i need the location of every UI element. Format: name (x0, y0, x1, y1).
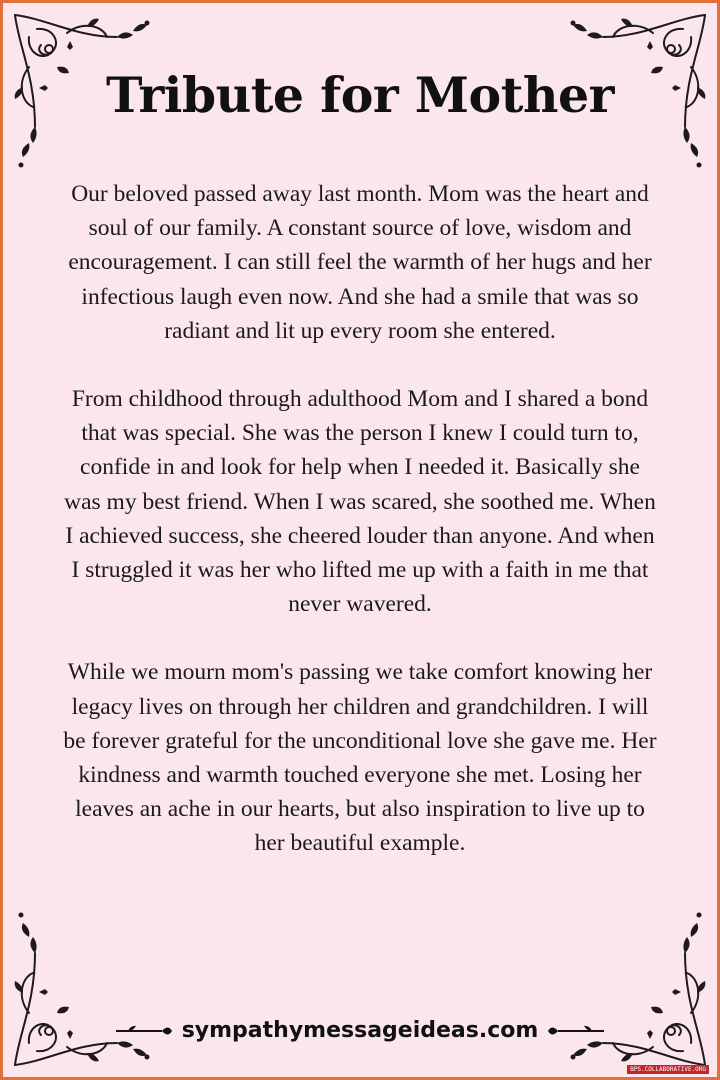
footer (3, 1018, 717, 1043)
watermark-stamp: BPS.COLLABORATIVE.ORG (627, 1065, 709, 1074)
paragraph: From childhood through adulthood Mom and I shared a bond that was special. She was the person I knew I could turn to, confide in and look for help when I needed it. Basically she was my best friend. When I was scared, she soothed me. When I achieved success, she cheered louder than anyone. And when I struggled it was her who lifted me up with a faith in me that never wavered. (64, 386, 656, 618)
floral-corner-icon (563, 903, 713, 1073)
page-title: Tribute for Mother (106, 66, 614, 124)
leaf-divider-icon (114, 1022, 174, 1040)
tribute-body (59, 177, 661, 895)
paragraph: While we mourn mom's passing we take comfort knowing her legacy lives on through her children and grandchildren. I will be forever grateful for the unconditional love she gave me. Her kindness and warmth touched everyone she met. Losing her leaves an ache in our hearts, but also inspiration to live up to her beautiful example. (63, 659, 657, 857)
leaf-divider-icon (546, 1022, 606, 1040)
website-url[interactable]: sympathymessageideas.com (181, 1018, 539, 1043)
floral-corner-icon (7, 903, 157, 1073)
paragraph: Our beloved passed away last month. Mom was the heart and soul of our family. A constant source of love, wisdom and encouragement. I can still feel the warmth of her hugs and her infectious laugh even now. And she had a smile that was so radiant and lit up every room she entered. (68, 181, 652, 344)
